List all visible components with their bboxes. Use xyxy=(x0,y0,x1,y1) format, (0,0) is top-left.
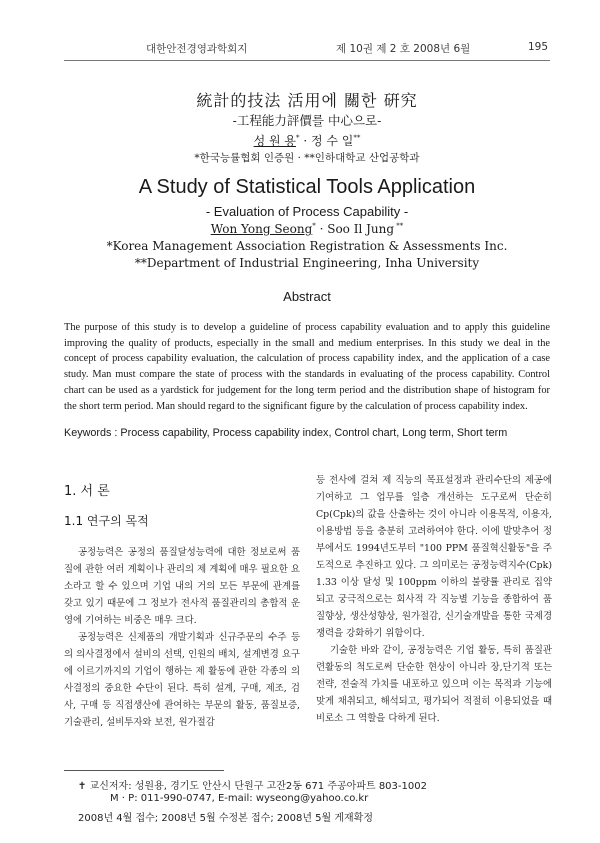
footnote-dates: 2008년 4월 접수; 2008년 5월 수정본 접수; 2008년 5월 게재확정 xyxy=(78,813,374,824)
english-author-1-mark: * xyxy=(312,222,316,230)
korean-author-1: 성 원 용 xyxy=(253,134,297,148)
english-authors xyxy=(64,222,550,236)
abstract-heading: Abstract xyxy=(283,289,331,304)
subsection-heading: 1.1 연구의 목적 xyxy=(64,514,149,528)
footnote-corresponding-author: ✝ 교신저자: 성원용, 경기도 안산시 단원구 고잔2동 671 주공아파트 803-1002 xyxy=(78,781,427,792)
korean-author-2-mark: ** xyxy=(353,134,361,142)
korean-author-1-mark: * xyxy=(296,134,300,142)
english-affiliation-2: **Department of Industrial Engineering, Inha University xyxy=(134,256,480,270)
paragraph: 공정능력은 공정의 품질달성능력에 대한 정보로써 품질에 관한 여러 계획이나 관리의 제 계획에 매우 필요한 요소라고 할 수 있으며 기업 내의 거의 모든 부문에 관계를 갖고 있기 때문에 그 정보가 전사적 품질관리의 총합적 운영에 기여하는 비중은 매우 크다. xyxy=(64,547,300,626)
korean-authors xyxy=(64,132,550,149)
issue-info: 제 10권 제 2 호 2008년 6월 xyxy=(336,43,471,55)
paragraph: 공정능력은 신제품의 개발기획과 신규주문의 수주 등의 의사결정에서 설비의 선택, 인원의 배치, 설계변경 요구에 이르기까지의 기업이 행하는 제 활동에 관한 각종의 의사결정의 중요한 수단이 된다. 특히 설계, 구매, 제조, 검사, 구매 등 직접생산에 관여하는 부문의 활동, 품질보증, 기술관리, 설비투자와 보전, 원가절감 xyxy=(64,632,300,728)
section-heading: 1. 서 론 xyxy=(64,484,110,499)
author-separator: · xyxy=(299,134,311,148)
english-author-2: Soo Il Jung xyxy=(327,222,395,236)
abstract-body: The purpose of this study is to develop a guideline of process capability evaluation and to apply this guideline improving the quality of products, especially in the small and medium enterprises. In this study we deal in the concept of process capability evaluation, the calculation of process capability index, and the application of a case study. Man must compare the state of process with the standards in evaluating of the process capability. Control chart can be used as a yardstick for judgement for the long term period and the distribution shape of histogram for the short term period. Man should regard to the significant figure by the calculation of process capability index. xyxy=(64,322,550,412)
english-subtitle: - Evaluation of Process Capability - xyxy=(205,204,409,219)
page-number: 195 xyxy=(528,41,549,53)
header-rule xyxy=(64,60,550,61)
english-author-2-mark: ** xyxy=(394,222,404,230)
english-affiliation-1: *Korea Management Association Registration & Assessments Inc. xyxy=(106,239,508,253)
english-author-separator: · xyxy=(315,222,328,236)
keywords: Keywords : Process capability, Process capability index, Control chart, Long term, Short term xyxy=(64,427,508,439)
journal-name: 대한안전경영과학회지 xyxy=(146,43,248,55)
right-column xyxy=(316,472,552,727)
paragraph: 등 전사에 걸쳐 제 직능의 목표설정과 관리수단의 제공에 기여하고 그 업무를 일층 개선하는 도구로써 단순히 Cp(Cpk)의 값을 산출하는 것이 아니라 이용목적, 이용자, 이용방법 등을 충분히 고려하여야 한다. 이에 발맞추어 정부에서도 1994년도부터 "100 PPM 품질혁신활동"을 주도적으로 추진하고 있다. 그 의미로는 공정능력지수(Cpk) 1.33 이상 달성 및 100ppm 이하의 불량률 관리로 집약되고 궁극적으로는 회사적 각 직능별 기능을 종합하여 품질향상, 생산성향상, 원가절감, 신기술개발을 통한 국제경쟁력을 강화하기 위함이다. xyxy=(316,475,552,639)
left-column xyxy=(64,544,300,731)
paragraph: 기술한 바와 같이, 공정능력은 기업 활동, 특히 품질관련활동의 척도로써 단순한 현상이 아니라 장,단기적 또는 전략, 전술적 가치를 내포하고 있으며 이는 목적과 기능에 맞게 채취되고, 해석되고, 평가되어 적절히 이용되었을 때 비로소 그 역할을 다하게 된다. xyxy=(316,645,552,724)
english-title: A Study of Statistical Tools Application xyxy=(138,176,476,198)
footnote-contact: M · P: 011-990-0747, E-mail: wyseong@yahoo.co.kr xyxy=(110,793,369,804)
footnote-rule xyxy=(64,770,224,771)
korean-author-2: 정 수 일 xyxy=(310,134,354,148)
english-author-1: Won Yong Seong xyxy=(210,222,313,236)
korean-title: 統計的技法 活用에 關한 硏究 xyxy=(196,91,418,110)
korean-affiliation: *한국능률협회 인증원 · **인하대학교 산업공학과 xyxy=(194,152,420,164)
korean-subtitle: -工程能力評價를 中心으로- xyxy=(232,113,382,128)
